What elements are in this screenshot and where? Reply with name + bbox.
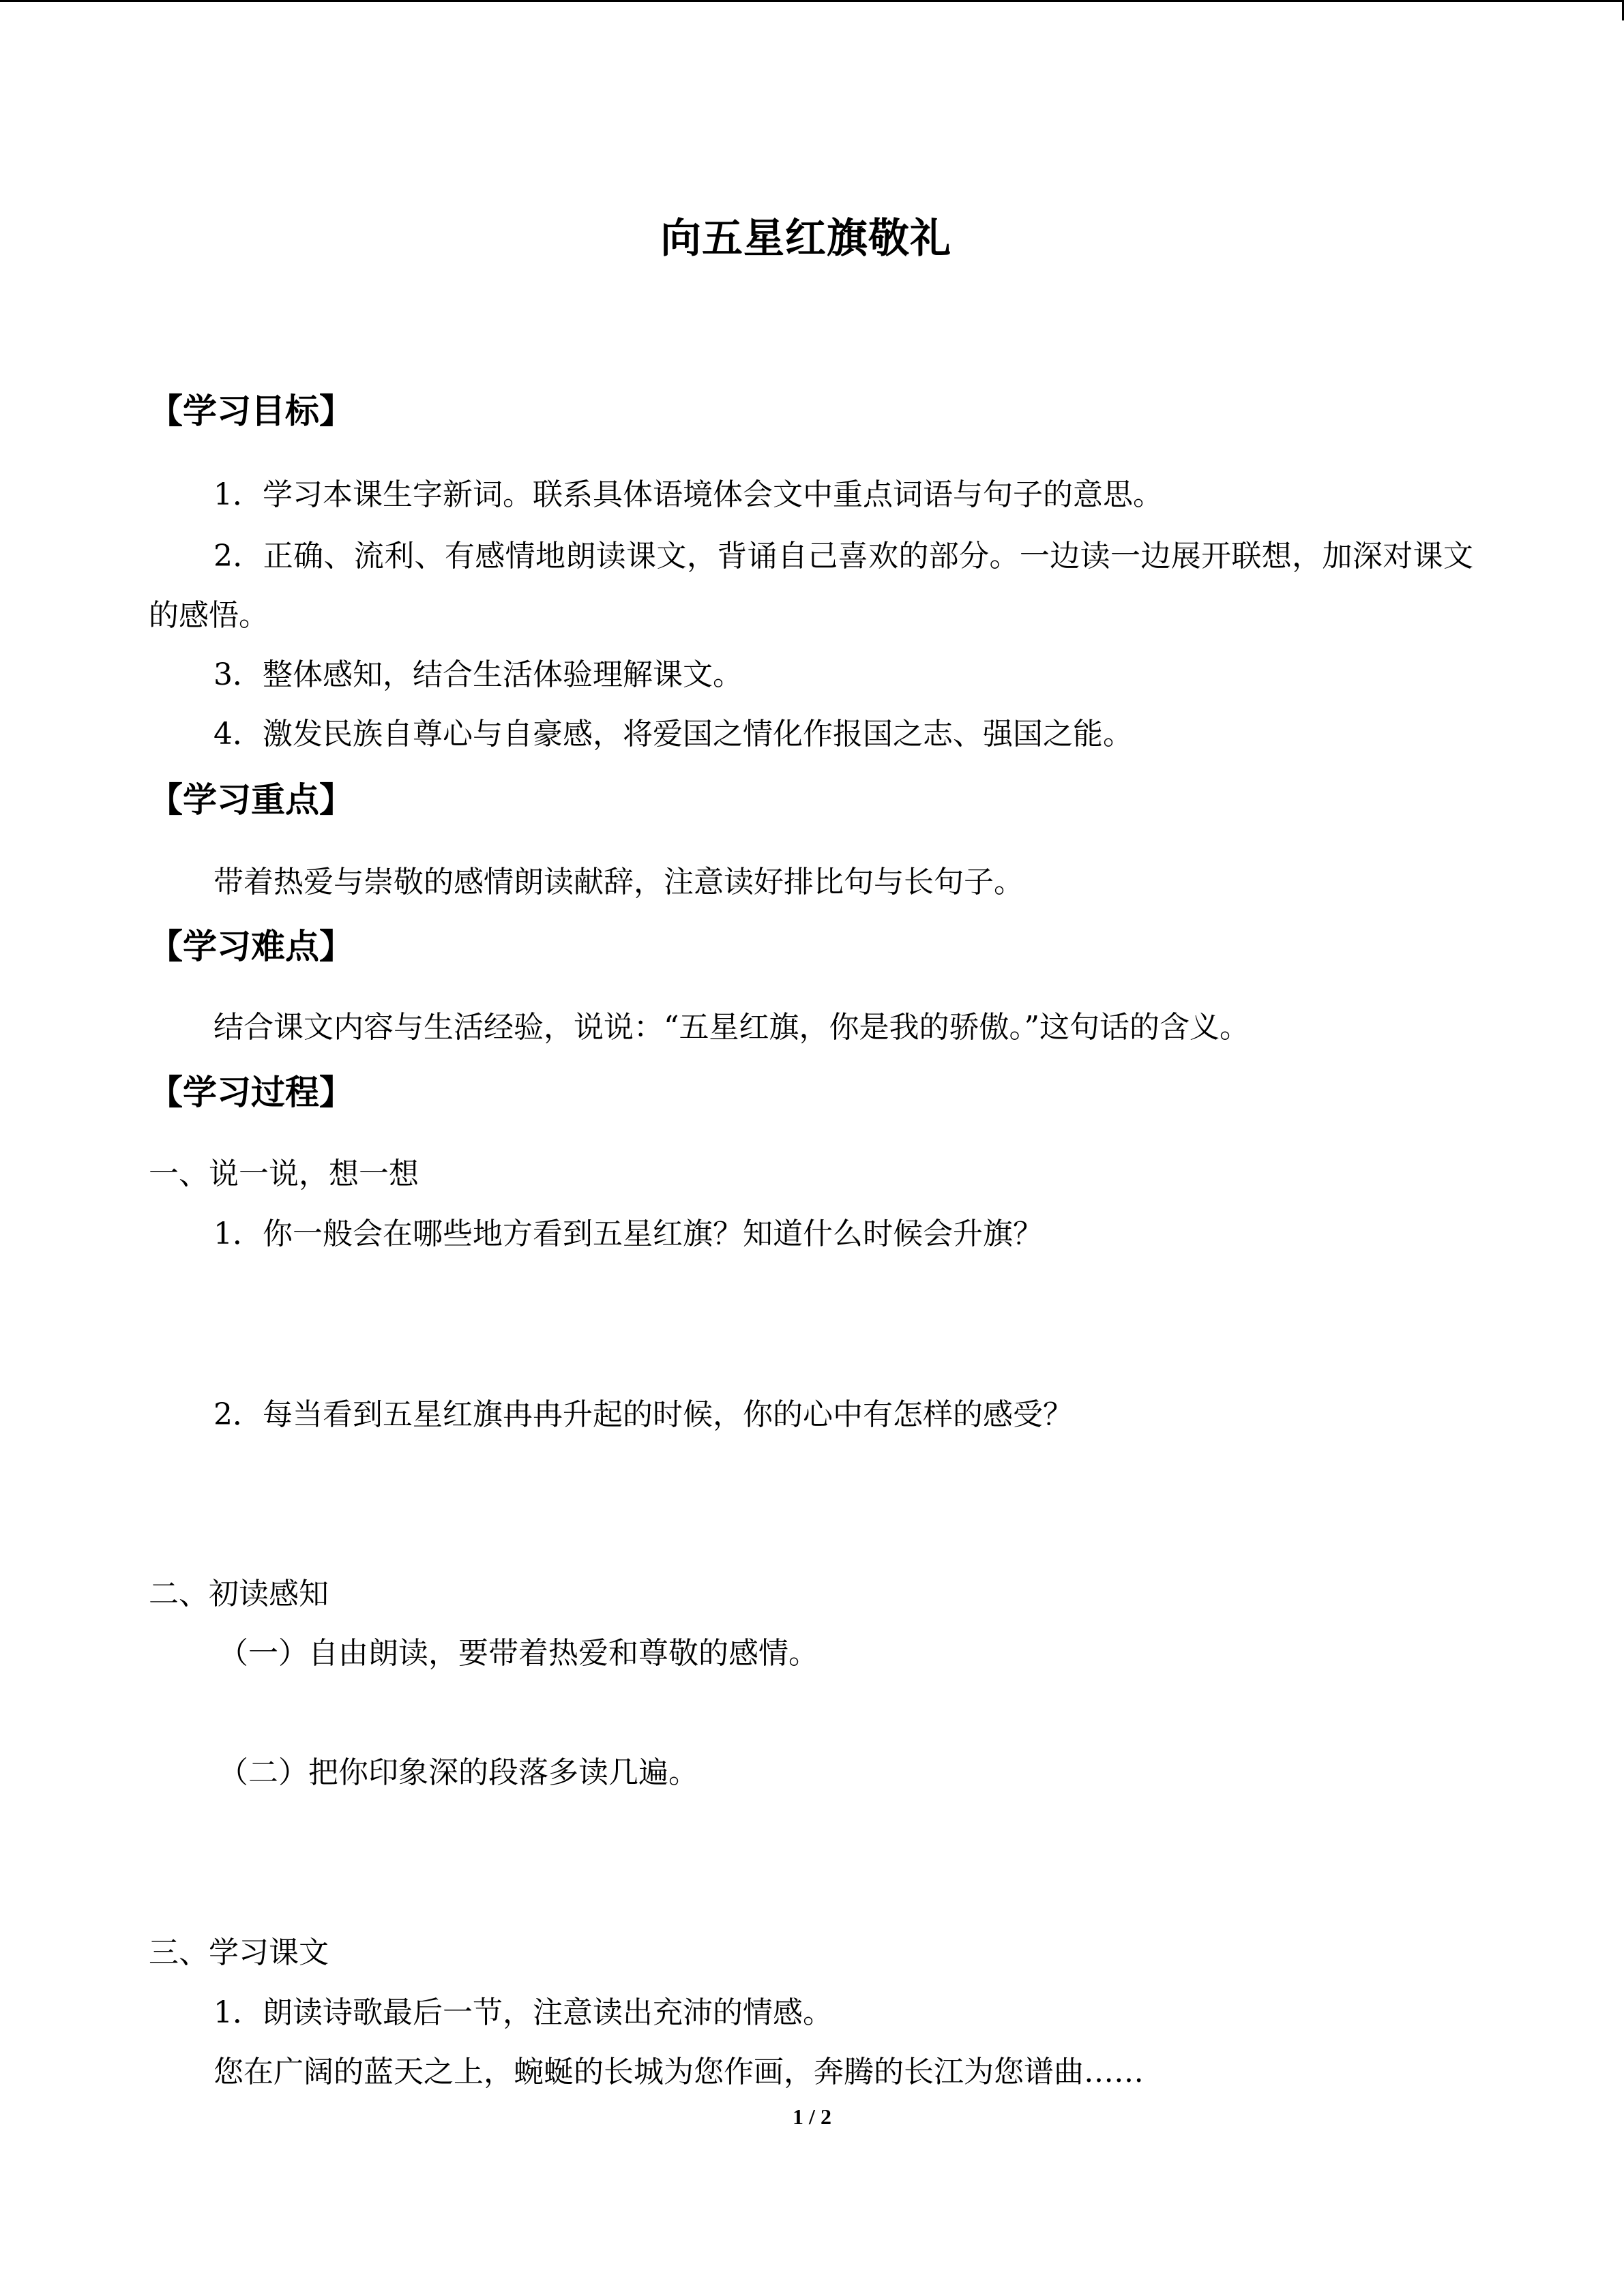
part2-item-a: （一）自由朗读，要带着热爱和尊敬的感情。 <box>218 1636 818 1671</box>
page-number: 1 / 2 <box>793 2104 831 2129</box>
objective-item-4: 4．激发民族自尊心与自豪感，将爱国之情化作报国之志、强国之能。 <box>213 717 1133 751</box>
objectives-heading: 【学习目标】 <box>149 391 353 431</box>
process-heading: 【学习过程】 <box>149 1073 353 1112</box>
part1-question-1: 1．你一般会在哪些地方看到五星红旗？知道什么时候会升旗？ <box>213 1217 1043 1251</box>
key-points-text: 带着热爱与崇敬的感情朗读献辞，注意读好排比句与长句子。 <box>213 865 1024 899</box>
page-top-border <box>0 0 1624 2</box>
document-title: 向五星红旗敬礼 <box>660 215 951 263</box>
part1-question-2: 2．每当看到五星红旗冉冉升起的时候，你的心中有怎样的感受？ <box>213 1397 1073 1432</box>
part3-question-1: 1．朗读诗歌最后一节，注意读出充沛的情感。 <box>213 1995 833 2030</box>
key-points-heading: 【学习重点】 <box>149 780 353 820</box>
part2-title: 二、初读感知 <box>149 1577 329 1611</box>
part3-excerpt: 您在广阔的蓝天之上，蜿蜒的长城为您作画，奔腾的长江为您谱曲…… <box>213 2055 1144 2089</box>
objective-item-3: 3．整体感知，结合生活体验理解课文。 <box>213 657 743 692</box>
difficulties-heading: 【学习难点】 <box>149 927 353 966</box>
objective-item-1: 1．学习本课生字新词。联系具体语境体会文中重点词语与句子的意思。 <box>213 477 1163 512</box>
part1-title: 一、说一说，想一想 <box>149 1157 419 1191</box>
part3-title: 三、学习课文 <box>149 1935 329 1970</box>
objective-item-2: 2．正确、流利、有感情地朗读课文，背诵自己喜欢的部分。一边读一边展开联想，加深对课文的感悟。 <box>149 539 1473 633</box>
difficulties-text: 结合课文内容与生活经验，说说：“五星红旗，你是我的骄傲。”这句话的含义。 <box>213 1010 1250 1045</box>
part2-item-b: （二）把你印象深的段落多读几遍。 <box>218 1755 698 1790</box>
